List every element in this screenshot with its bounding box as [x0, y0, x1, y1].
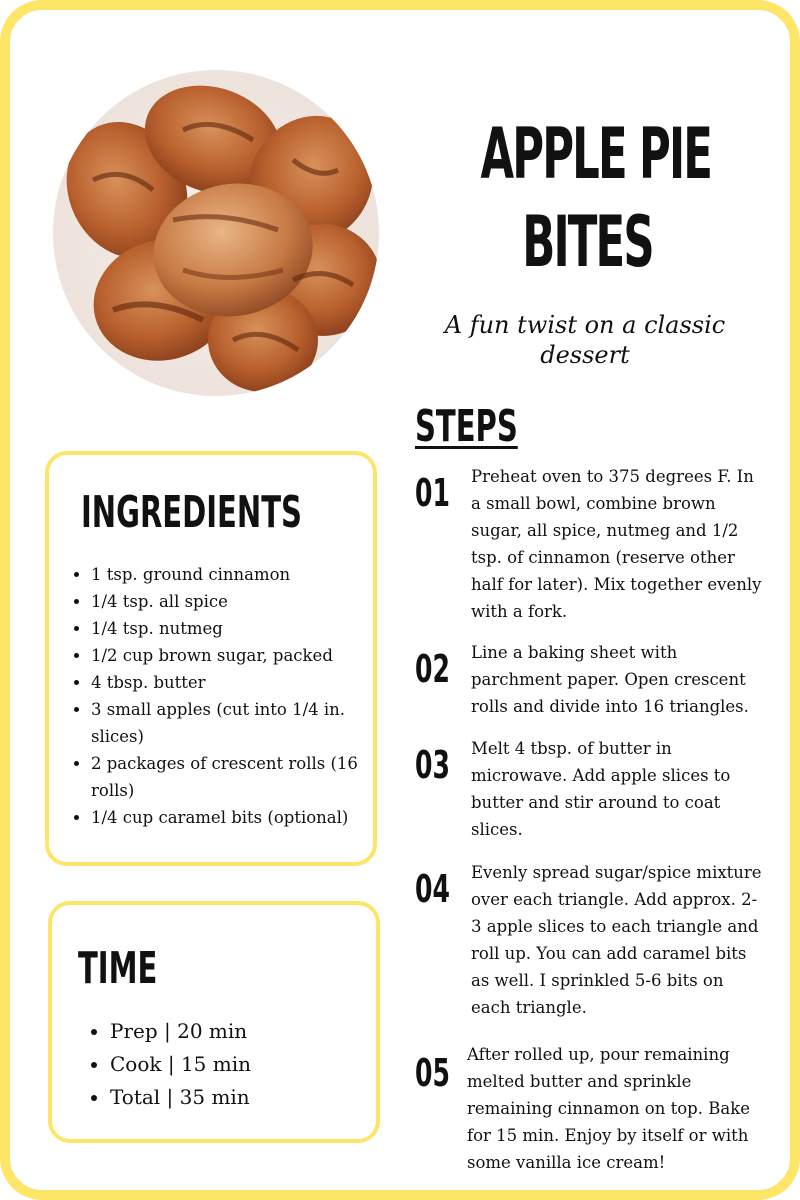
ingredient-item: • 1/4 cup caramel bits (optional) — [91, 804, 381, 831]
time-item: • Cook | 15 min — [110, 1048, 370, 1081]
step-text: Preheat oven to 375 degrees F. In a small bowl, combine brown sugar, all spice, nutmeg and 1/2 tsp. of cinnamon (reserve other half for later). Mix together evenly with a fork. — [471, 467, 762, 621]
ingredient-item: • 2 packages of crescent rolls (16 rolls) — [91, 750, 381, 804]
pastry-illustration — [53, 70, 379, 396]
step-number: 02 — [415, 647, 450, 691]
apple-pie-bites-photo — [53, 70, 379, 396]
recipe-subtitle: A fun twist on a classic dessert — [444, 311, 726, 369]
recipe-title-line: APPLE PIE — [480, 113, 712, 195]
ingredient-item: • 3 small apples (cut into 1/4 in. slices) — [91, 696, 381, 750]
recipe-title — [480, 110, 712, 286]
step-number: 05 — [415, 1051, 450, 1095]
step-text: Evenly spread sugar/spice mixture over each triangle. Add approx. 2-3 apple slices to each triangle and roll up. You can add caramel bits as well. I sprinkled 5-6 bits on each triangle. — [471, 863, 762, 1017]
ingredient-item: • 1/4 tsp. nutmeg — [91, 615, 381, 642]
recipe-title-line: BITES — [522, 201, 653, 283]
ingredient-item: • 1/4 tsp. all spice — [91, 588, 381, 615]
steps-heading: STEPS — [415, 401, 518, 452]
step-number: 04 — [415, 867, 450, 911]
step-number: 01 — [415, 471, 450, 515]
ingredient-item: • 1 tsp. ground cinnamon — [91, 561, 381, 588]
time-box — [48, 901, 380, 1143]
time-list — [86, 1015, 370, 1114]
ingredients-box — [45, 451, 377, 866]
ingredients-list — [69, 561, 381, 831]
step-number: 03 — [415, 743, 450, 787]
time-item: • Total | 35 min — [110, 1081, 370, 1114]
step-text: After rolled up, pour remaining melted butter and sprinkle remaining cinnamon on top. Bake for 15 min. Enjoy by itself or with some vanilla ice cream! — [467, 1045, 750, 1172]
time-heading: TIME — [78, 943, 158, 994]
time-item: • Prep | 20 min — [110, 1015, 370, 1048]
ingredient-item: • 1/2 cup brown sugar, packed — [91, 642, 381, 669]
ingredient-item: • 4 tbsp. butter — [91, 669, 381, 696]
step-text: Line a baking sheet with parchment paper. Open crescent rolls and divide into 16 triangles. — [471, 643, 749, 716]
ingredients-heading: INGREDIENTS — [81, 487, 302, 538]
step-text: Melt 4 tbsp. of butter in microwave. Add apple slices to butter and stir around to coat slices. — [471, 739, 731, 839]
